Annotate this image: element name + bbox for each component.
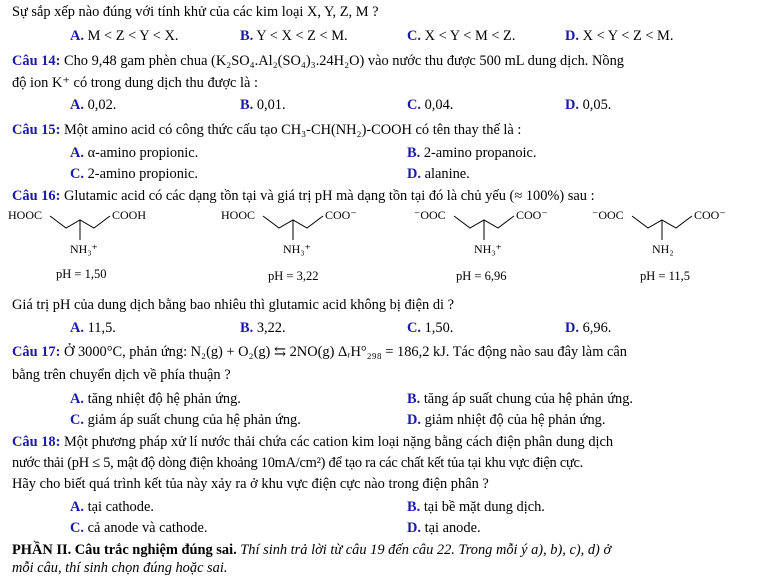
q16-question: Giá trị pH của dung dịch bằng bao nhiêu thì glutamic acid không bị điện di ? [12,297,455,313]
right-group: COO⁻ [325,208,357,222]
right-group: COO⁻ [516,208,548,222]
q15-stem: Câu 15: Một amino acid có công thức cấu tạo CH₃-CH(NH₂)-COOH có tên thay thế là : [12,122,522,138]
amine-group: NH₃⁺ [474,242,502,256]
ph-label-1: pH = 1,50 [56,267,107,281]
q18-option-a: A. tại cathode. [70,499,154,515]
amine-group: NH₃⁺ [283,242,311,256]
q15-option-c: C. 2-amino propionic. [70,166,198,182]
q13-option-a: A. M < Z < Y < X. [70,28,179,44]
left-group: ⁻OOC [414,208,446,222]
ph-label-2: pH = 3,22 [268,269,319,283]
q17-option-b: B. tăng áp suất chung của hệ phản ứng. [407,391,634,407]
glutamic-form-2 [221,206,401,266]
left-group: HOOC [8,208,43,222]
q14-option-d: D. 0,05. [565,97,612,113]
q17-stem-line2: bằng trên chuyển dịch về phía thuận ? [12,367,231,383]
q18-stem-line2: nước thải (pH ≤ 5, mật độ dòng điện khoảng 10mA/cm²) để tạo ra các chất kết tủa tại khu vực điện cực. [12,455,584,471]
q18-option-d: D. tại anode. [407,520,481,536]
q13-option-d: D. X < Y < Z < M. [565,28,674,44]
part2-instruction-2: mỗi câu, thí sinh chọn đúng hoặc sai. [12,560,228,576]
amine-group: NH₃⁺ [70,242,98,256]
q14-stem-line1: Câu 14: Cho 9,48 gam phèn chua (K₂SO₄.Al₂(SO₄)₃.24H₂O) vào nước thu được 500 mL dung dịch. Nồng [12,53,624,69]
left-group: ⁻OOC [592,208,624,222]
q18-option-c: C. cả anode và cathode. [70,520,208,536]
glutamic-form-4 [590,206,760,266]
q15-option-d: D. alanine. [407,166,470,182]
q17-option-a: A. tăng nhiệt độ hệ phản ứng. [70,391,241,407]
q14-option-a: A. 0,02. [70,97,117,113]
amine-group: NH₂ [652,242,674,256]
part2-title: PHẦN II. Câu trắc nghiệm đúng sai. [12,542,237,558]
q17-option-d: D. giảm nhiệt độ của hệ phản ứng. [407,412,606,428]
q13-option-c: C. X < Y < M < Z. [407,28,516,44]
q14-option-c: C. 0,04. [407,97,454,113]
right-group: COO⁻ [694,208,726,222]
ph-label-4: pH = 11,5 [640,269,690,283]
q15-option-b: B. 2-amino propanoic. [407,145,537,161]
q18-stem-line1: Câu 18: Một phương pháp xử lí nước thải chứa các cation kim loại nặng bằng cách điện phân dung dịch [12,434,614,450]
q17-option-c: C. giảm áp suất chung của hệ phản ứng. [70,412,301,428]
left-group: HOOC [221,208,256,222]
glutamic-form-1 [8,206,188,266]
q16-stem: Câu 16: Glutamic acid có các dạng tồn tại và giá trị pH mà dạng tồn tại đó là chủ yếu (≈ 100%) sau : [12,188,595,204]
q14-option-b: B. 0,01. [240,97,286,113]
q15-option-a: A. α-amino propionic. [70,145,199,161]
q16-option-c: C. 1,50. [407,320,454,336]
right-group: COOH [112,208,147,222]
q17-stem-line1: Câu 17: Ở 3000°C, phản ứng: N₂(g) + O₂(g) ⇆ 2NO(g) ΔᵣH°₂₉₈ = 186,2 kJ. Tác động nào sau đây làm cân [12,344,627,360]
q16-option-b: B. 3,22. [240,320,286,336]
q14-stem-line2: độ ion K⁺ có trong dung dịch thu được là : [12,75,259,91]
q16-option-a: A. 11,5. [70,320,116,336]
part2-instruction-1: Thí sinh trả lời từ câu 19 đến câu 22. Trong mỗi ý a), b), c), d) ở [240,542,612,558]
glutamic-form-3 [412,206,592,266]
ph-label-3: pH = 6,96 [456,269,507,283]
q16-option-d: D. 6,96. [565,320,612,336]
q18-stem-line3: Hãy cho biết quá trình kết tủa này xảy ra ở khu vực điện cực nào trong điện phân ? [12,476,489,492]
q13-stem: Sự sắp xếp nào đúng với tính khử của các kim loại X, Y, Z, M ? [12,4,379,20]
part2-heading [12,541,611,559]
q13-option-b: B. Y < X < Z < M. [240,28,348,44]
q18-option-b: B. tại bề mặt dung dịch. [407,499,545,515]
